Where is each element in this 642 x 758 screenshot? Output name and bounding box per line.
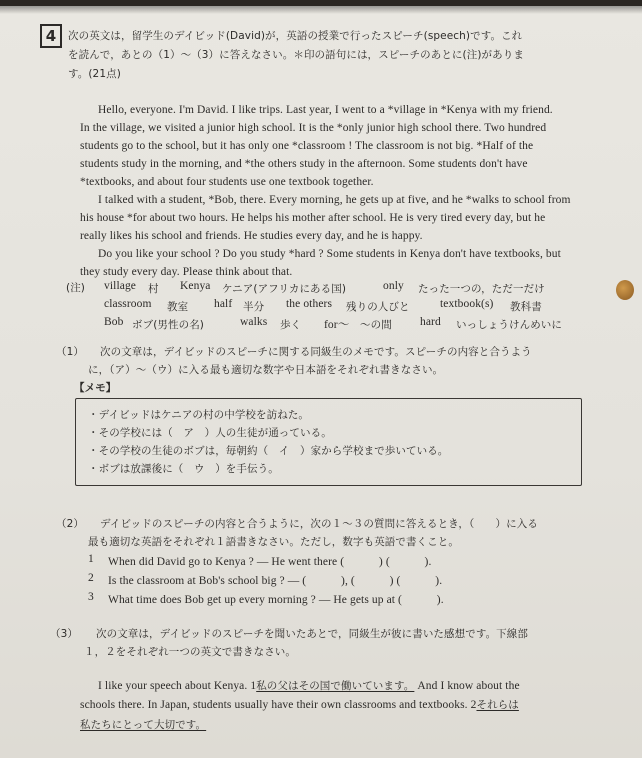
intro-line-3: す。(21点) xyxy=(68,68,121,80)
page-shadow xyxy=(0,6,642,14)
q2-item-number: 1 xyxy=(88,553,94,565)
speech-line: his house *for about two hours. He helps his mother after school. He is very tired every day, but he xyxy=(80,212,546,224)
notes-label: (注) xyxy=(66,282,85,294)
speech-line: they study every day. Please think about that. xyxy=(80,266,293,278)
speech-line: Do you like your school ? Do you study *hard ? Some students in Kenya don't have textbooks, but xyxy=(98,248,561,260)
speech-line: students study in the morning, and *the others study in the afternoon. Some students don't have xyxy=(80,158,528,170)
exam-sheet xyxy=(0,6,642,758)
q1-label: （1） xyxy=(56,346,84,358)
q2-label: （2） xyxy=(56,518,84,530)
note-term: village xyxy=(104,280,136,292)
note-meaning: ボブ(男性の名) xyxy=(132,319,204,331)
underline-number: 2 xyxy=(470,699,477,711)
note-term: walks xyxy=(240,316,268,328)
note-meaning: 村 xyxy=(148,283,159,295)
note-term: hard xyxy=(420,316,441,328)
q2-item-question: When did David go to Kenya ? — He went there ( ) ( ). xyxy=(108,556,432,568)
underlined-text: 私たちにとって大切です。 xyxy=(80,719,207,731)
intro-line-1: 次の英文は，留学生のデイビッド(David)が，英語の授業で行ったスピーチ(speech)です。これ xyxy=(68,30,523,42)
q2-item-number: 2 xyxy=(88,572,94,584)
note-term: Bob xyxy=(104,316,124,328)
q3-label: （3） xyxy=(50,628,78,640)
speech-line: I talked with a student, *Bob, there. Every morning, he gets up at five, and he *walks to school from xyxy=(98,194,571,206)
para-text: And I know about the xyxy=(417,680,520,692)
underlined-text: 私の父はその国で働いています。 xyxy=(256,680,415,692)
q3-para-line-1 xyxy=(98,678,520,693)
underline-number: 1 xyxy=(250,680,257,692)
note-meaning: ～の間 xyxy=(360,319,392,331)
q2-item-number: 3 xyxy=(88,591,94,603)
memo-line: ・その学校には（ ア ）人の生徒が通っている。 xyxy=(88,427,332,439)
note-meaning: 歩く xyxy=(280,319,302,331)
q1-text: 次の文章は，デイビッドのスピーチに関する同級生のメモです。スピーチの内容と合うよう xyxy=(100,346,532,358)
note-meaning: いっしょうけんめいに xyxy=(456,319,562,331)
q1-text: に，（ア）～（ウ）に入る最も適切な数字や日本語をそれぞれ書きなさい。 xyxy=(88,364,444,376)
binder-hole xyxy=(616,280,634,300)
para-text: schools there. In Japan, students usually have their own classrooms and textbooks. xyxy=(80,699,468,711)
q2-text: デイビッドのスピーチの内容と合うように，次の１～３の質問に答えるとき，（ ）に入る xyxy=(100,518,538,530)
question-number: 4 xyxy=(40,24,62,48)
q2-item-question: What time does Bob get up every morning ? — He gets up at ( ). xyxy=(108,594,444,606)
note-meaning: 教室 xyxy=(167,301,189,313)
speech-line: students go to the school, but it has only one *classroom ! The classroom is not big. *Half of the xyxy=(80,140,534,152)
q3-text: １，２をそれぞれ一つの英文で書きなさい。 xyxy=(84,646,296,658)
note-term: Kenya xyxy=(180,280,211,292)
note-meaning: 残りの人びと xyxy=(346,301,410,313)
note-term: only xyxy=(383,280,404,292)
q2-item-question: Is the classroom at Bob's school big ? — ( ), ( ) ( ). xyxy=(108,575,443,587)
speech-line: Hello, everyone. I'm David. I like trips. Last year, I went to a *village in *Kenya with my friend. xyxy=(98,104,553,116)
speech-line: In the village, we visited a junior high school. It is the *only junior high school there. Two hundred xyxy=(80,122,547,134)
note-meaning: たった一つの，ただ一だけ xyxy=(418,283,545,295)
note-meaning: 半分 xyxy=(243,301,265,313)
note-meaning: 教科書 xyxy=(510,301,542,313)
memo-line: ・ボブは放課後に（ ウ ）を手伝う。 xyxy=(88,463,279,475)
para-text: I like your speech about Kenya. xyxy=(98,680,248,692)
memo-title: 【メモ】 xyxy=(74,382,117,394)
note-meaning: ケニア(アフリカにある国) xyxy=(222,283,347,295)
speech-line: *textbooks, and about four students use one textbook together. xyxy=(80,176,374,188)
note-term: the others xyxy=(286,298,333,310)
speech-line: really likes his school and friends. He studies every day, and he is happy. xyxy=(80,230,423,242)
memo-line: ・その学校の生徒のボブは，毎朝約（ イ ）家から学校まで歩いている。 xyxy=(88,445,449,457)
note-term: textbook(s) xyxy=(440,298,494,310)
q3-para-line-2 xyxy=(80,697,519,712)
note-term: half xyxy=(214,298,233,310)
memo-line: ・デイビッドはケニアの村の中学校を訪ねた。 xyxy=(88,409,310,421)
intro-line-2: を読んで，あとの（1）～（3）に答えなさい。＊印の語句には，スピーチのあとに(注)がありま xyxy=(68,49,524,61)
q2-text: 最も適切な英語をそれぞれ１語書きなさい。ただし，数字も英語で書くこと。 xyxy=(88,536,459,548)
underlined-text: それらは xyxy=(476,699,519,711)
q3-text: 次の文章は，デイビッドのスピーチを聞いたあとで，同級生が彼に書いた感想です。下線部 xyxy=(96,628,528,640)
note-term: for～ xyxy=(324,319,350,331)
note-term: classroom xyxy=(104,298,152,310)
